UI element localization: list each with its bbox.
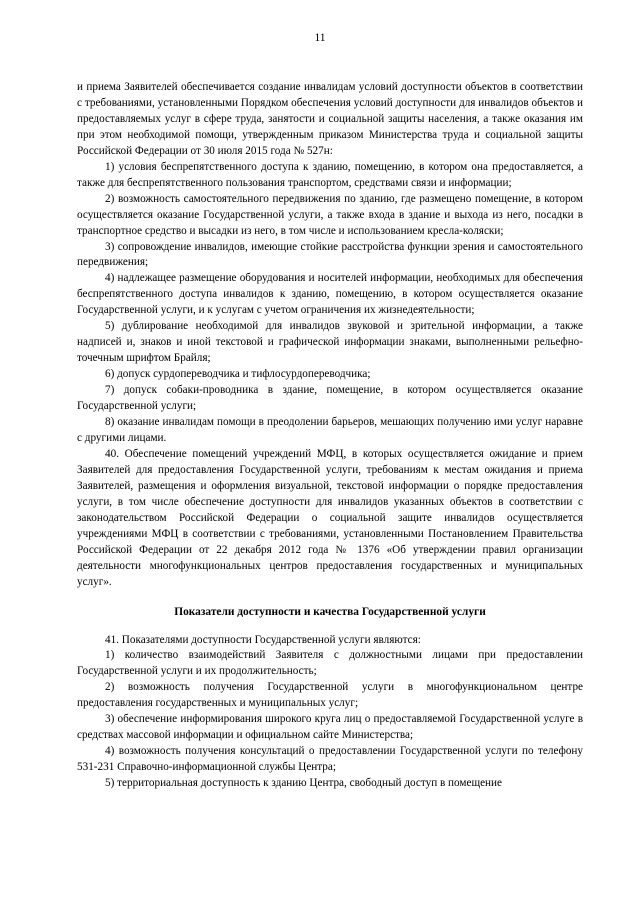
paragraph: 3) обеспечение информирования широкого круга лиц о предоставляемой Государственной услуге в средствах массовой информации и официальном сайте Министерства;: [77, 713, 583, 742]
paragraph: 3) сопровождение инвалидов, имеющие стойкие расстройства функции зрения и самостоятельного передвижения;: [77, 240, 583, 269]
page-number: 11: [314, 32, 326, 44]
body-text-top: [77, 80, 583, 591]
paragraph: 4) надлежащее размещение оборудования и носителей информации, необходимых для обеспечения беспрепятственного доступа инвалидов к зданию, помещению, в котором осуществляется оказание Государственной услуги, и к услугам с учетом ограничения их жизнедеятельности;: [77, 272, 583, 317]
paragraph: 7) допуск собаки-проводника в здание, помещение, в котором осуществляется оказание Государственной услуги;: [77, 384, 583, 413]
paragraph: 1) количество взаимодействий Заявителя с должностными лицами при предоставлении Государственной услуги и их продолжительность;: [77, 649, 583, 678]
paragraph: 40. Обеспечение помещений учреждений МФЦ, в которых осуществляется ожидание и прием Заявителей для предоставления Государственной услуги, требованиям к местам ожидания и приема Заявителей, размещения и оформления визуальной, текстовой информации о порядке предоставления услуги, в том числе обеспечение доступности для инвалидов указанных объектов в соответствии с законодательством Российской Федерации о социальной защите инвалидов осуществляется учреждениями МФЦ в соответствии с требованиями, установленными Постановлением Правительства Российской Федерации от 22 декабря 2012 года № 1376 «Об утверждении правил организации деятельности многофункциональных центров предоставления государственных и муниципальных услуг».: [77, 447, 583, 588]
paragraph: 4) возможность получения консультаций о предоставлении Государственной услуги по телефону 531-231 Справочно-информационной службы Центра;: [77, 745, 583, 774]
section-heading: Показатели доступности и качества Государственной услуги: [174, 605, 486, 618]
body-text-bottom: [77, 633, 583, 793]
paragraph: 6) допуск сурдопереводчика и тифлосурдопереводчика;: [105, 368, 371, 381]
paragraph: и приема Заявителей обеспечивается создание инвалидам условий доступности объектов в соответствии с требованиями, установленными Порядком обеспечения условий доступности для инвалидов объектов и предоставляемых услуг в сфере труда, занятости и социальной защиты населения, а также оказания им при этом необходимой помощи, утвержденным приказом Министерства труда и социальной защиты Российской Федерации от 30 июля 2015 года № 527н:: [77, 81, 583, 157]
paragraph: 5) территориальная доступность к зданию Центра, свободный доступ в помещение: [105, 777, 502, 790]
paragraph: 41. Показателями доступности Государственной услуги являются:: [105, 633, 421, 646]
paragraph: 1) условия беспрепятственного доступа к зданию, помещению, в котором она предоставляется, а также для беспрепятственного пользования транспортом, средствами связи и информации;: [77, 160, 583, 189]
paragraph: 8) оказание инвалидам помощи в преодолении барьеров, мешающих получению ими услуг наравне с другими лицами.: [77, 416, 583, 444]
paragraph: 5) дублирование необходимой для инвалидов звуковой и зрительной информации, а также надписей и, знаков и иной текстовой и графической информации знаками, выполненными рельефно-точечным шрифтом Брайля;: [77, 320, 583, 365]
document-body: [77, 80, 583, 792]
paragraph: 2) возможность получения Государственной услуги в многофункциональном центре предоставления государственных и муниципальных услуг;: [77, 681, 583, 710]
paragraph: 2) возможность самостоятельного передвижения по зданию, где размещено помещение, в котором осуществляется оказание Государственной услуги, а также входа в здание и выхода из него, посадки в транспортное средство и высадки из него, в том числе и использованием кресла-коляски;: [77, 192, 583, 237]
